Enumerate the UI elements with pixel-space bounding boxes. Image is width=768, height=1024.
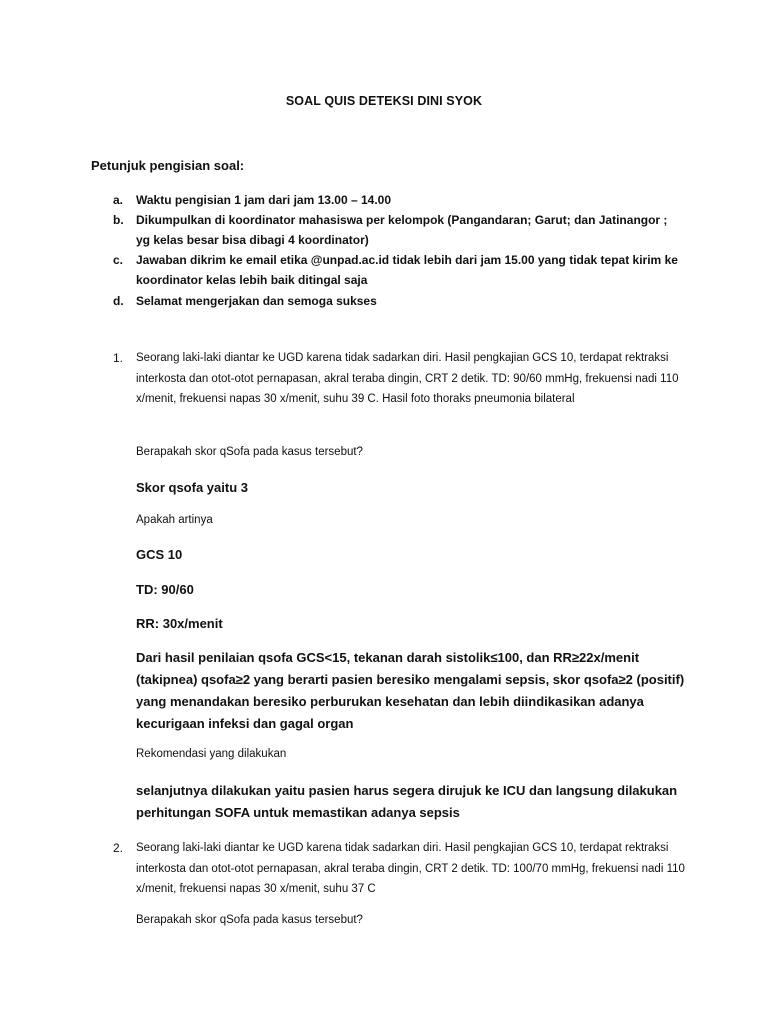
finding-td: TD: 90/60 bbox=[136, 582, 194, 597]
list-marker: a. bbox=[113, 193, 124, 207]
question-number: 1. bbox=[113, 351, 124, 365]
instruction-text: Dikumpulkan di koordinator mahasiswa per kelompok (Pangandaran; Garut; dan Jatinangor ; yg kelas besar bisa dibagi 4 koordinator) bbox=[136, 213, 668, 247]
instructions-heading: Petunjuk pengisian soal: bbox=[91, 158, 245, 173]
instruction-text: Selamat mengerjakan dan semoga sukses bbox=[136, 294, 377, 308]
question-prompt: Berapakah skor qSofa pada kasus tersebut? bbox=[136, 446, 363, 458]
instruction-item-d bbox=[113, 291, 683, 311]
instruction-text: Jawaban dikrim ke email etika @unpad.ac.id tidak lebih dari jam 15.00 yang tidak tepat kirim ke koordinator kelas lebih baik ditingal saja bbox=[136, 253, 678, 287]
list-marker: b. bbox=[113, 213, 124, 227]
list-marker: d. bbox=[113, 294, 124, 308]
instruction-item-b bbox=[113, 210, 683, 250]
finding-gcs: GCS 10 bbox=[136, 547, 183, 562]
question-prompt: Berapakah skor qSofa pada kasus tersebut? bbox=[136, 914, 363, 926]
document-title: SOAL QUIS DETEKSI DINI SYOK bbox=[285, 94, 483, 108]
finding-rr: RR: 30x/menit bbox=[136, 616, 223, 631]
question-text: Seorang laki-laki diantar ke UGD karena tidak sadarkan diri. Hasil pengkajian GCS 10, terdapat rektraksi interkosta dan otot-otot pernapasan, akral teraba dingin, CRT 2 detik. TD: 90/60 mmHg, frekuensi nadi 110 x/menit, frekuensi napas 30 x/menit, suhu 39 C. Hasil foto thoraks pneumonia bilateral bbox=[136, 352, 679, 405]
instruction-text: Waktu pengisian 1 jam dari jam 13.00 – 14.00 bbox=[136, 193, 392, 207]
meaning-prompt: Apakah artinya bbox=[136, 514, 213, 526]
question-text: Seorang laki-laki diantar ke UGD karena tidak sadarkan diri. Hasil pengkajian GCS 10, terdapat rektraksi interkosta dan otot-otot pernapasan, akral teraba dingin, CRT 2 detik. TD: 100/70 mmHg, frekuensi nadi 110 x/menit, frekuensi napas 30 x/menit, suhu 37 C bbox=[136, 842, 685, 895]
question-number: 2. bbox=[113, 841, 124, 855]
meaning-answer: Dari hasil penilaian qsofa GCS<15, tekanan darah sistolik≤100, dan RR≥22x/menit (takipnea) qsofa≥2 yang berarti pasien beresiko mengalami sepsis, skor qsofa≥2 (positif) yang menandakan beresiko perburukan kesehatan dan lebih diindikasikan adanya kecurigaan infeksi dan gagal organ bbox=[136, 650, 685, 731]
answer-score: Skor qsofa yaitu 3 bbox=[136, 480, 248, 495]
list-marker: c. bbox=[113, 253, 124, 267]
recommendation-answer: selanjutnya dilakukan yaitu pasien harus segera dirujuk ke ICU dan langsung dilakukan perhitungan SOFA untuk memastikan adanya sepsis bbox=[136, 783, 678, 820]
recommendation-prompt: Rekomendasi yang dilakukan bbox=[136, 748, 287, 760]
instruction-item-a bbox=[113, 190, 683, 210]
instruction-item-c bbox=[113, 250, 683, 290]
